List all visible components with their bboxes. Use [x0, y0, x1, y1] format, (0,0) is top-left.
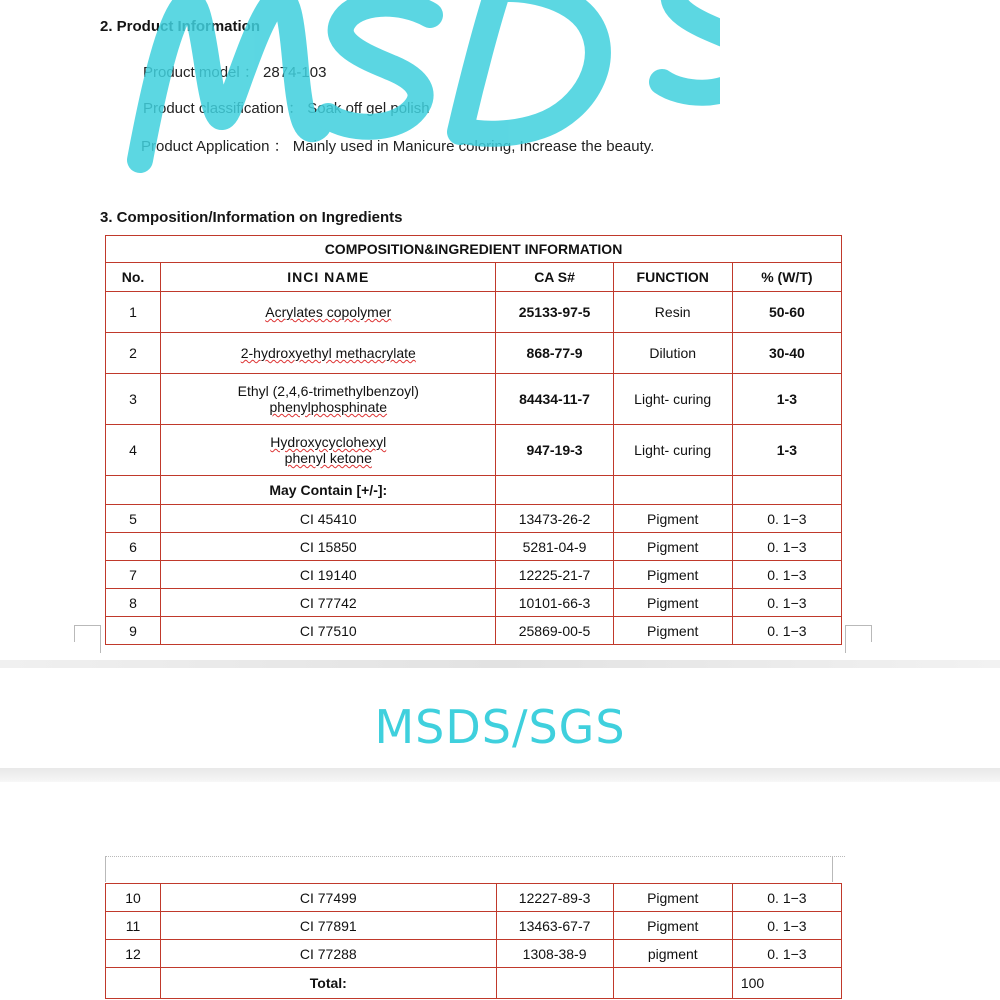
cell-function: Pigment [613, 561, 732, 589]
cell-inci [161, 425, 496, 476]
cell-no: 10 [106, 884, 161, 912]
table-row [106, 292, 842, 333]
table-row [106, 912, 842, 940]
cell-no: 12 [106, 940, 161, 968]
table-row [106, 884, 842, 912]
cell-cas: 12227-89-3 [496, 884, 613, 912]
cell-total-value: 100 [732, 968, 841, 999]
table-row [106, 333, 842, 374]
page-crop-mark-top-left-tick [105, 856, 106, 882]
cell-inci: CI 77742 [161, 589, 496, 617]
page-crop-mark-bottom-right [845, 625, 872, 642]
cell-cas: 25133-97-5 [496, 292, 613, 333]
watermark-banner-msds-sgs: MSDS/SGS [374, 700, 626, 754]
table-header-row [106, 263, 842, 292]
cell-cas: 947-19-3 [496, 425, 613, 476]
cell-inci-line1: Ethyl (2,4,6-trimethylbenzoyl) [237, 383, 419, 399]
cell-no: 2 [106, 333, 161, 374]
column-header-cas: CA S# [496, 263, 613, 292]
cell-inci-line1: Hydroxycyclohexyl [270, 434, 387, 450]
cell-function: Pigment [613, 912, 732, 940]
field-product-classification: Product classification ： Soak off gel polish [143, 100, 430, 117]
cell-percent: 0. 1−3 [732, 912, 841, 940]
column-header-inci-name: INCI NAME [161, 263, 496, 292]
cell-cas [496, 968, 613, 999]
cell-function: Light- curing [613, 374, 732, 425]
composition-table-continued [105, 883, 842, 999]
table-row [106, 617, 842, 645]
table-row [106, 589, 842, 617]
cell-cas: 13473-26-2 [496, 505, 613, 533]
cell-function [613, 476, 732, 505]
cell-function: pigment [613, 940, 732, 968]
field-product-application: Product Application ： Mainly used in Manicure coloring, Increase the beauty. [141, 138, 655, 155]
cell-inci: CI 77499 [161, 884, 496, 912]
cell-percent: 1-3 [732, 374, 841, 425]
table-row-total [106, 968, 842, 999]
cell-inci: Acrylates copolymer [161, 292, 496, 333]
cell-percent: 0. 1−3 [732, 533, 841, 561]
composition-table [105, 235, 842, 645]
cell-percent: 50-60 [732, 292, 841, 333]
section-heading-product-information: 2. Product Information [100, 18, 261, 35]
page-separator-band-bottom [0, 768, 1000, 782]
cell-percent: 0. 1−3 [732, 505, 841, 533]
cell-cas: 5281-04-9 [496, 533, 613, 561]
cell-inci-line2: phenyl ketone [284, 450, 372, 466]
cell-cas: 84434-11-7 [496, 374, 613, 425]
column-header-function: FUNCTION [613, 263, 732, 292]
cell-may-contain-label: May Contain [+/-]: [161, 476, 496, 505]
cell-function: Pigment [613, 617, 732, 645]
cell-no: 9 [106, 617, 161, 645]
cell-cas: 868-77-9 [496, 333, 613, 374]
cell-percent: 30-40 [732, 333, 841, 374]
page-crop-mark-top-edge [105, 856, 845, 857]
cell-function: Pigment [613, 589, 732, 617]
page-separator-band-top [0, 660, 1000, 668]
page-crop-mark-top-right-tick [832, 856, 833, 882]
cell-no: 6 [106, 533, 161, 561]
cell-inci: CI 77288 [161, 940, 496, 968]
table-row [106, 425, 842, 476]
cell-function: Resin [613, 292, 732, 333]
column-header-percent: % (W/T) [732, 263, 841, 292]
cell-cas: 12225-21-7 [496, 561, 613, 589]
cell-percent: 0. 1−3 [732, 884, 841, 912]
table-row [106, 476, 842, 505]
cell-no: 7 [106, 561, 161, 589]
cell-percent: 0. 1−3 [732, 561, 841, 589]
page-crop-mark-bottom-left [74, 625, 101, 642]
cell-function: Pigment [613, 533, 732, 561]
cell-no [106, 476, 161, 505]
composition-table-title: COMPOSITION&INGREDIENT INFORMATION [106, 236, 842, 263]
cell-no: 11 [106, 912, 161, 940]
cell-inci: CI 77891 [161, 912, 496, 940]
cell-cas: 25869-00-5 [496, 617, 613, 645]
cell-no: 5 [106, 505, 161, 533]
cell-inci: CI 19140 [161, 561, 496, 589]
cell-percent: 0. 1−3 [732, 940, 841, 968]
cell-no: 4 [106, 425, 161, 476]
cell-cas: 10101-66-3 [496, 589, 613, 617]
cell-function: Light- curing [613, 425, 732, 476]
cell-inci: 2-hydroxyethyl methacrylate [161, 333, 496, 374]
cell-function: Dilution [613, 333, 732, 374]
table-row [106, 940, 842, 968]
cell-function [613, 968, 732, 999]
cell-inci: CI 77510 [161, 617, 496, 645]
cell-percent: 0. 1−3 [732, 617, 841, 645]
cell-percent: 1-3 [732, 425, 841, 476]
cell-cas: 1308-38-9 [496, 940, 613, 968]
cell-no: 3 [106, 374, 161, 425]
cell-inci: CI 45410 [161, 505, 496, 533]
table-row [106, 533, 842, 561]
cell-no: 1 [106, 292, 161, 333]
table-row [106, 561, 842, 589]
cell-percent [732, 476, 841, 505]
cell-inci [161, 374, 496, 425]
cell-no: 8 [106, 589, 161, 617]
page-crop-mark-right-tick [845, 625, 846, 653]
cell-percent: 0. 1−3 [732, 589, 841, 617]
cell-function: Pigment [613, 505, 732, 533]
column-header-no: No. [106, 263, 161, 292]
section-heading-composition: 3. Composition/Information on Ingredients [100, 209, 403, 226]
cell-inci-line2: phenylphosphinate [269, 399, 388, 415]
cell-cas [496, 476, 613, 505]
table-row [106, 505, 842, 533]
cell-function: Pigment [613, 884, 732, 912]
cell-no [106, 968, 161, 999]
table-row [106, 374, 842, 425]
cell-total-label: Total: [161, 968, 496, 999]
field-product-model: Product model ： 2874-103 [143, 64, 327, 81]
cell-cas: 13463-67-7 [496, 912, 613, 940]
table-row [106, 236, 842, 263]
cell-inci: CI 15850 [161, 533, 496, 561]
page-crop-mark-left-tick [100, 625, 101, 653]
